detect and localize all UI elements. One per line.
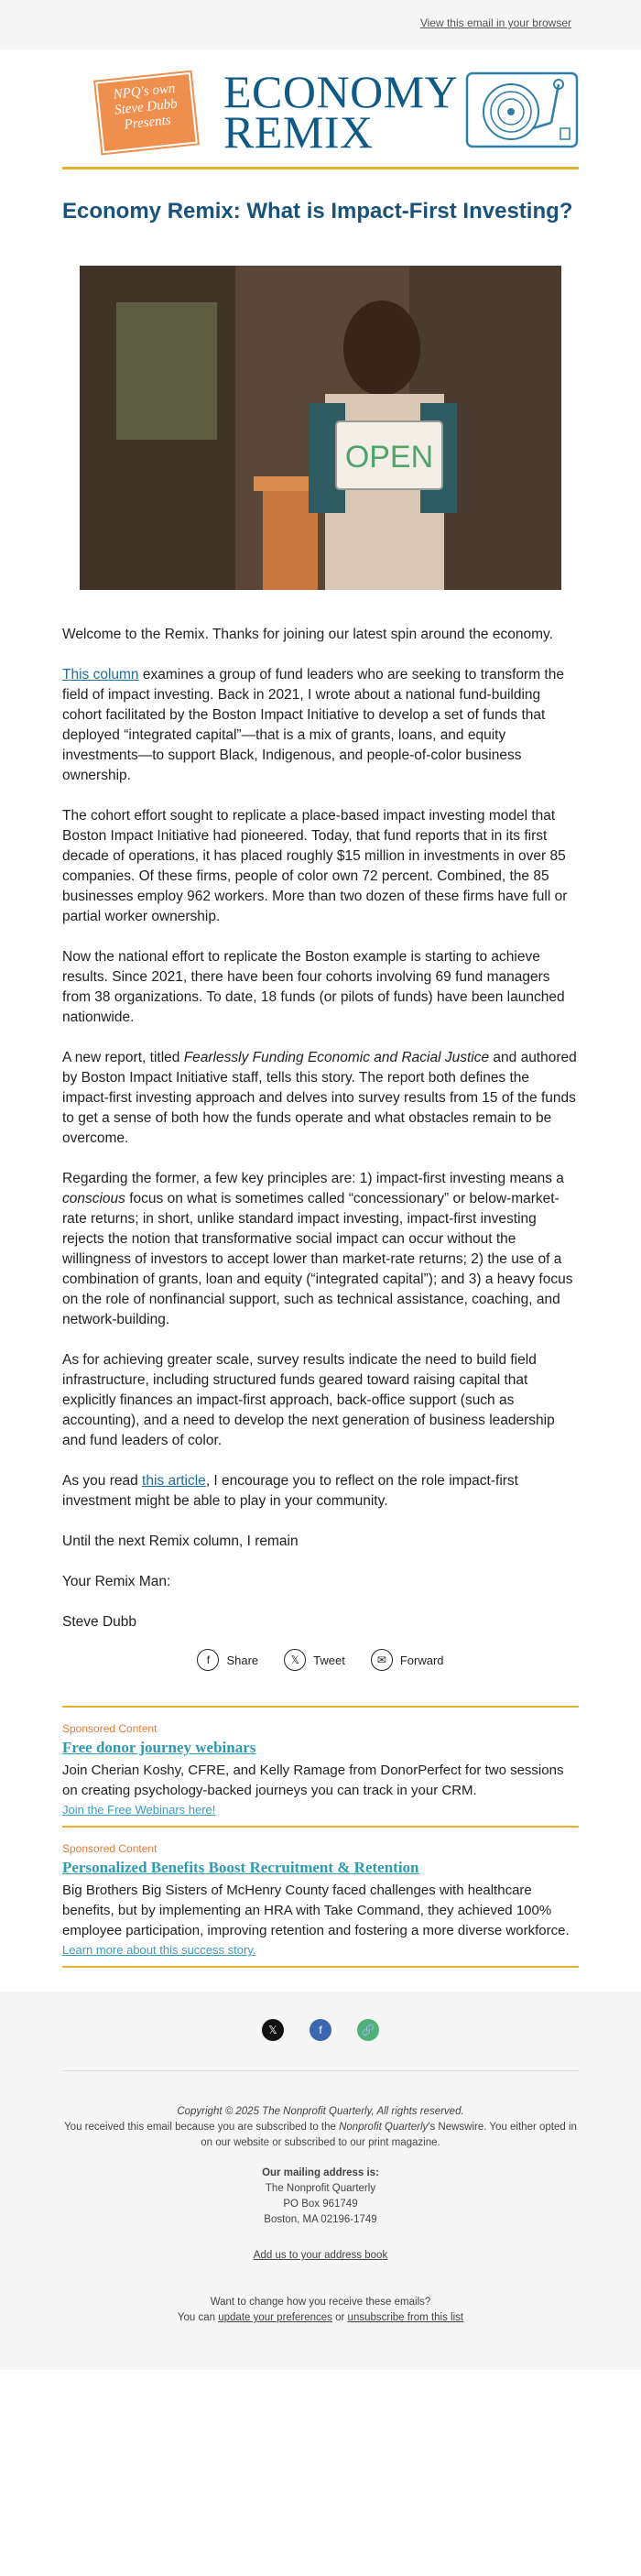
share-button[interactable]: f Share — [197, 1649, 258, 1671]
brand-line2: REMIX — [223, 106, 374, 158]
website-link-icon[interactable]: 🔗 — [357, 2019, 379, 2041]
social-links — [0, 2019, 641, 2041]
forward-button[interactable]: ✉ Forward — [371, 1649, 444, 1671]
paragraph-reflect: As you read this article, I encourage you to reflect on the role impact-first investment might be able to play in your community. — [62, 1473, 518, 1509]
footer-divider — [62, 2070, 579, 2071]
this-column-link[interactable]: This column — [62, 667, 139, 682]
paragraph-report: A new report, titled Fearlessly Funding Economic and Racial Justice and authored by Boston Impact Initiative staff, tells this story. The report both defines the impact-first investing approach and delves into survey results from 15 of the funds to get a sense of both how the funds operate and what obstacles remain to be overcome. — [62, 1050, 577, 1146]
address-line2: PO Box 961749 — [283, 2199, 358, 2210]
tweet-button[interactable]: 𝕏 Tweet — [284, 1649, 345, 1671]
hero-image — [80, 266, 561, 590]
badge-line3: Presents — [123, 113, 172, 133]
this-article-link[interactable]: this article — [142, 1473, 206, 1489]
turntable-icon — [465, 71, 579, 148]
address-book-link[interactable]: Add us to your address book — [253, 2250, 388, 2261]
sponsor-text: Big Brothers Big Sisters of McHenry County faced challenges with healthcare benefits, but by implementing an HRA with Take Command, they achieved 100% employee participation, improving retention and fostering a more diverse workforce. — [62, 1883, 570, 1938]
topbar — [0, 0, 641, 49]
sponsor-cta-link[interactable]: Join the Free Webinars here! — [62, 1803, 216, 1817]
sponsor-title-link[interactable]: Free donor journey webinars — [62, 1739, 256, 1756]
paragraph-national: Now the national effort to replicate the Boston example is starting to achieve results. Since 2021, there have been four cohorts involving 69 fund managers from 38 organizations. To date, 18 funds (or pilots of funds) have been launched nationwide. — [62, 949, 565, 1025]
facebook-icon: f — [197, 1649, 219, 1671]
share-bar — [62, 1642, 579, 1678]
email-content — [62, 49, 579, 1968]
header — [62, 49, 579, 169]
footer — [0, 1992, 641, 2370]
paragraph-principles: Regarding the former, a few key principles are: 1) impact-first investing means a conscious focus on what is sometimes called “concessionary” or below-market-rate returns; in short, unlike standard impact investing, impact-first investing rejects the notion that transformative social impact can occur without the willingness of investors to accept lower than market-rate returns; 2) the use of a combination of grants, loan and equity (“integrated capital”); and 3) a heavy focus on the role of nonfinancial support, such as technical assistance, coaching, and network-building. — [62, 1171, 573, 1327]
npq-badge — [95, 72, 198, 153]
envelope-icon: ✉ — [371, 1649, 393, 1671]
paragraph-scale: As for achieving greater scale, survey results indicate the need to build field infrastructure, including structured funds geared toward raising capital that explicitly finances an impact-first approach, back-office support (such as accounting), and a need to develop the next generation of business leadership and fund leaders of color. — [62, 1352, 555, 1448]
paragraph-intro: This column examines a group of fund leaders who are seeking to transform the field of impact investing. Back in 2021, I wrote about a national fund-building cohort facilitated by the Boston Impact Initiative to develop a set of funds that deployed “integrated capital”—that is a mix of grants, loans, and equity investments—to support Black, Indigenous, and people-of-color business ownership. — [62, 667, 564, 783]
divider — [62, 1966, 579, 1968]
address-line1: The Nonprofit Quarterly — [265, 2183, 376, 2194]
subscription-reason: You received this email because you are subscribed to the Nonprofit Quarterly's Newswire. You either opted in on our website or subscribed to our print magazine. — [64, 2122, 577, 2148]
facebook-icon[interactable]: f — [310, 2019, 331, 2041]
footer-text — [62, 2104, 579, 2326]
brand-line1: ECONOMY — [223, 66, 459, 117]
article-title: Economy Remix: What is Impact-First Investing? — [62, 199, 573, 224]
paragraph-signoff: Until the next Remix column, I remain — [62, 1534, 299, 1549]
sponsor-label: Sponsored Content — [62, 1842, 158, 1855]
hero-sign-text: OPEN — [344, 440, 434, 475]
author-name: Steve Dubb — [62, 1614, 136, 1630]
badge-line1: NPQ's own — [113, 81, 177, 103]
paragraph-welcome: Welcome to the Remix. Thanks for joining our latest spin around the economy. — [62, 627, 553, 642]
address-line3: Boston, MA 02196-1749 — [264, 2214, 377, 2225]
view-in-browser-link[interactable]: View this email in your browser — [419, 16, 571, 29]
change-prompt: Want to change how you receive these emails? — [210, 2297, 431, 2308]
update-preferences-link[interactable]: update your preferences — [218, 2312, 332, 2323]
sponsor-text: Join Cherian Koshy, CFRE, and Kelly Ramage from DonorPerfect for two sessions on creating psychology-backed journeys you can track in your CRM. — [62, 1763, 564, 1798]
brand-logo — [223, 66, 459, 158]
x-icon: 𝕏 — [284, 1649, 306, 1671]
badge-line2: Steve Dubb — [114, 96, 179, 118]
article-body — [62, 625, 579, 1632]
sponsor-block-1 — [62, 1708, 579, 1826]
paragraph-remix-man: Your Remix Man: — [62, 1574, 171, 1589]
unsubscribe-link[interactable]: unsubscribe from this list — [347, 2312, 464, 2323]
sponsor-title-link[interactable]: Personalized Benefits Boost Recruitment & Retention — [62, 1859, 419, 1876]
sponsor-cta-link[interactable]: Learn more about this success story. — [62, 1943, 256, 1957]
x-icon[interactable]: 𝕏 — [262, 2019, 284, 2041]
paragraph-cohort: The cohort effort sought to replicate a place-based impact investing model that Boston Impact Initiative had pioneered. Today, that fund reports that in its first decade of operations, it has placed roughly $15 million in investments in over 85 companies. Of these firms, people of color own 72 percent. Combined, the 85 businesses employ 962 workers. More than two dozen of these firms have full or partial worker ownership. — [62, 808, 568, 924]
address-heading: Our mailing address is: — [262, 2167, 379, 2178]
preferences-line: You can update your preferences or unsubscribe from this list — [177, 2312, 464, 2323]
copyright: Copyright © 2025 The Nonprofit Quarterly, All rights reserved. — [177, 2106, 464, 2117]
sponsor-label: Sponsored Content — [62, 1722, 158, 1735]
sponsor-block-2 — [62, 1828, 579, 1966]
